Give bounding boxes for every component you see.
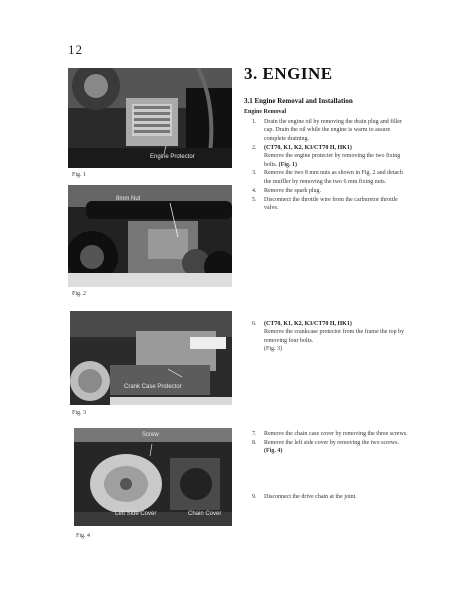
step-9: 9. Disconnect the drive chain at the joint.: [252, 494, 357, 500]
step-2: 2. (CT70, K1, K2, K3/CT70 H, HK1) Remove the engine protecter by removing the two fixing bolts. (Fig. 1): [252, 144, 401, 168]
figure-2-photo: [68, 185, 232, 287]
step-4: 4. Remove the spark plug.: [252, 187, 321, 194]
engine-protector-photo: [68, 68, 232, 168]
muffler-nut-photo: [68, 185, 232, 287]
step-8: 8. Remove the left side cover by removing the two screws. (Fig. 4): [252, 439, 399, 455]
step-5: 5. Disconnect the throttle wire from the carburetor throttle valve.: [252, 196, 398, 212]
subsection-title: 3.1 Engine Removal and Installation: [244, 97, 353, 105]
figure-4-callout-left-side-cover: Left Side Cover: [115, 511, 157, 517]
figure-1-callout: Engine Protector: [150, 154, 195, 160]
figure-1-photo: [68, 68, 232, 168]
figure-4-callout-chain-cover: Chain Cover: [188, 511, 222, 517]
crankcase-protector-photo: [70, 311, 232, 405]
figure-3-callout: Crank Case Protector: [124, 384, 182, 390]
figure-4-caption: Fig. 4: [76, 533, 91, 539]
figure-2-caption: Fig. 2: [72, 291, 87, 297]
step-1: 1. Drain the engine oil by removing the drain plug and filler cap. Drain the oil while the engine is warm to assure complete draining.: [252, 119, 402, 142]
figure-3-caption: Fig. 3: [72, 410, 87, 416]
step-3: 3. Remove the two 8 mm nuts as shown in Fig. 2 and detach the muffler by removing the two 6 mm fixing nuts.: [252, 170, 403, 185]
step-7: 7. Remove the chain case cover by removing the three screws.: [252, 431, 408, 437]
steps-group-2: [244, 320, 409, 354]
steps-group-1: [244, 118, 409, 213]
figure-4-callout-screw: Screw: [142, 432, 159, 438]
steps-group-3: [244, 430, 409, 456]
subheading: Engine Removal: [244, 109, 287, 115]
steps-group-4: [244, 493, 409, 502]
step-6: 6. (CT70, K1, K2, K3/CT70 H, HK1) Remove the crankcase protector from the frame the top by removing four bolts. (Fig. 3): [252, 321, 405, 353]
figure-2-callout: 8mm Nut: [116, 196, 141, 202]
section-title: 3. ENGINE: [244, 64, 333, 83]
page-number: 12: [68, 42, 83, 57]
figure-1-caption: Fig. 1: [72, 172, 87, 178]
figure-3-photo: [70, 311, 232, 405]
